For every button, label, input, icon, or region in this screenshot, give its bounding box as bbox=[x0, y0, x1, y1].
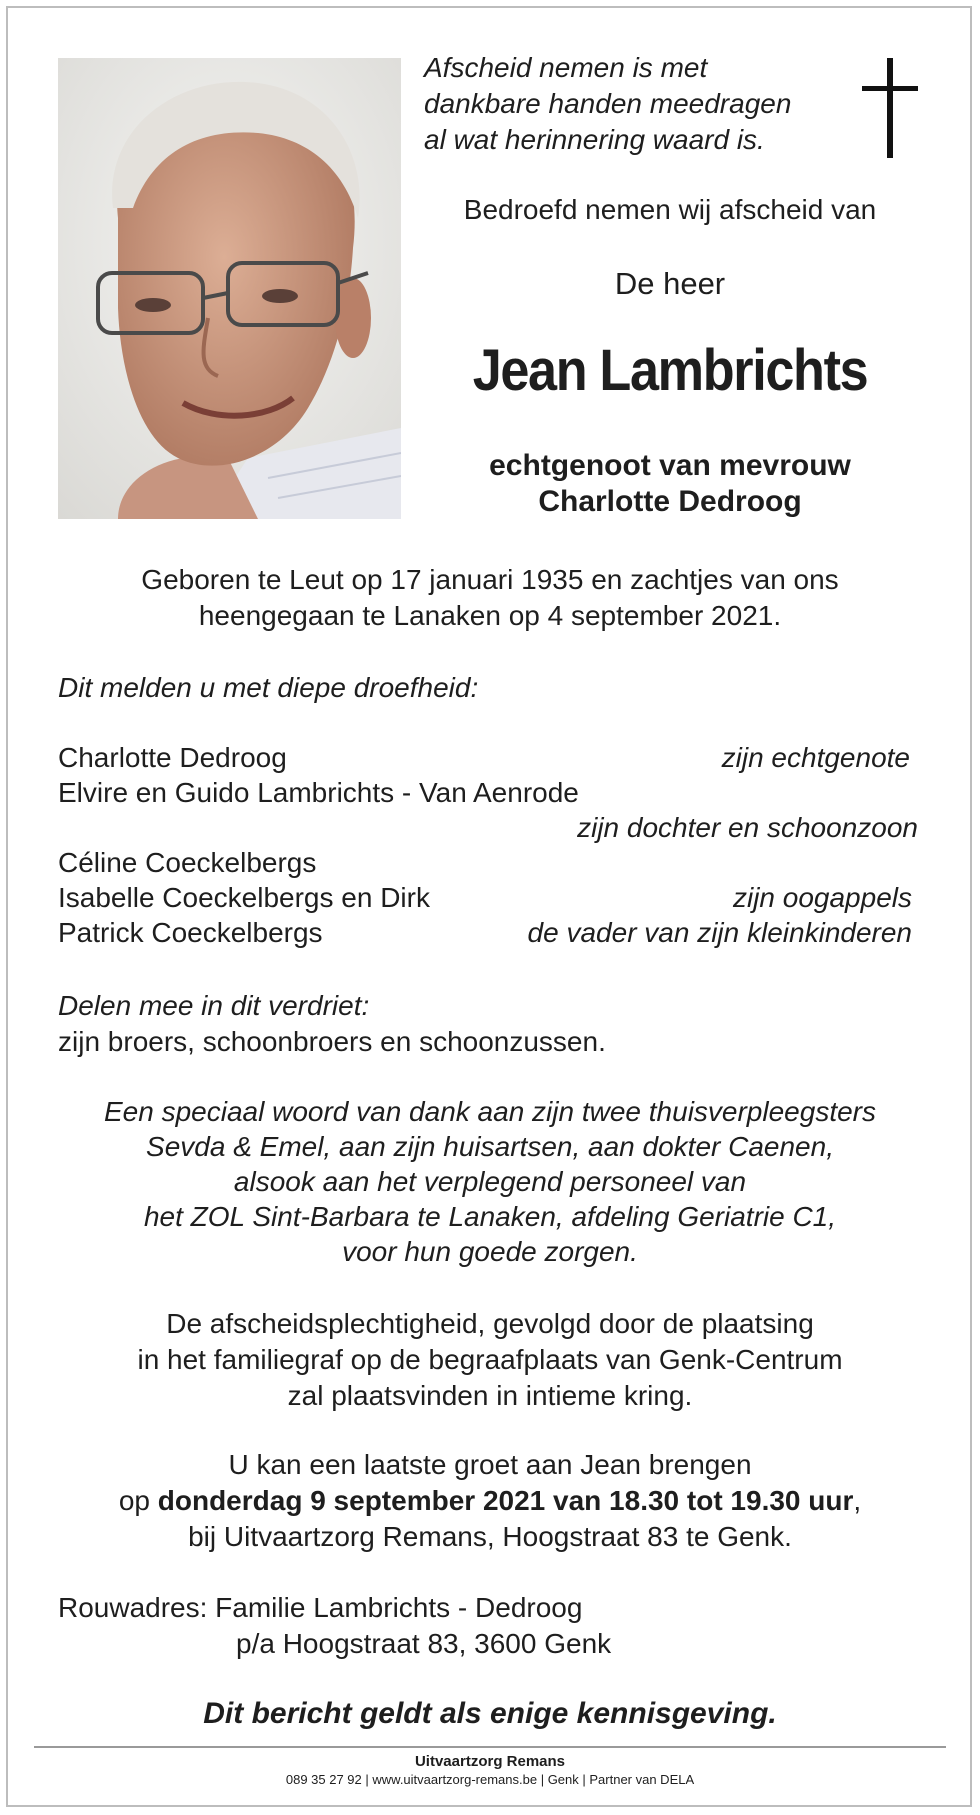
birth-line: Geboren te Leut op 17 januari 1935 en zachtjes van ons bbox=[141, 564, 839, 595]
family-row bbox=[58, 845, 918, 880]
birth-death-details bbox=[40, 562, 940, 634]
thanks-section bbox=[40, 1094, 940, 1269]
visitation-date: donderdag 9 september 2021 van 18.30 tot 19.30 uur bbox=[157, 1485, 854, 1516]
family-member-relation: de vader van zijn kleinkinderen bbox=[527, 917, 912, 948]
spouse-info bbox=[410, 448, 930, 520]
honorific-title: De heer bbox=[614, 266, 726, 301]
poem-line: Afscheid nemen is met bbox=[424, 52, 708, 83]
thanks-line: Een speciaal woord van dank aan zijn twee thuisverpleegsters bbox=[103, 1096, 876, 1127]
cross-icon bbox=[862, 58, 918, 158]
sharing-heading: Delen mee in dit verdriet: bbox=[58, 990, 370, 1021]
visitation-prefix: op bbox=[118, 1485, 158, 1516]
family-row bbox=[58, 775, 918, 810]
family-member-relation: zijn dochter en schoonzoon bbox=[577, 812, 918, 843]
portrait-photo bbox=[58, 58, 401, 519]
family-member-relation: zijn oogappels bbox=[732, 882, 912, 913]
visitation-line: U kan een laatste groet aan Jean brengen bbox=[228, 1449, 752, 1480]
family-member-name: Patrick Coeckelbergs bbox=[58, 917, 323, 948]
memorial-poem bbox=[424, 50, 844, 158]
footer-divider bbox=[34, 1746, 946, 1748]
sharing-section bbox=[58, 988, 606, 1060]
deceased-name: Jean Lambrichts bbox=[472, 338, 868, 403]
announcement-lead: Bedroefd nemen wij afscheid van bbox=[463, 194, 877, 225]
ceremony-section bbox=[40, 1306, 940, 1414]
address-line: p/a Hoogstraat 83, 3600 Genk bbox=[236, 1628, 612, 1659]
family-member-relation: zijn echtgenote bbox=[721, 742, 910, 773]
visitation-datetime bbox=[20, 1483, 960, 1519]
spouse-name: Charlotte Dedroog bbox=[538, 485, 802, 518]
ceremony-line: zal plaatsvinden in intieme kring. bbox=[287, 1380, 693, 1411]
thanks-line: alsook aan het verplegend personeel van bbox=[233, 1166, 747, 1197]
notice-statement: Dit bericht geldt als enige kennisgeving. bbox=[203, 1697, 777, 1730]
family-member-name: Isabelle Coeckelbergs en Dirk bbox=[58, 882, 430, 913]
sharing-text: zijn broers, schoonbroers en schoonzussen. bbox=[58, 1026, 606, 1057]
mourning-address bbox=[58, 1590, 611, 1662]
family-intro: Dit melden u met diepe droefheid: bbox=[58, 672, 479, 703]
family-row bbox=[58, 915, 918, 950]
thanks-line: voor hun goede zorgen. bbox=[342, 1236, 638, 1267]
funeral-home-name: Uitvaartzorg Remans bbox=[414, 1753, 566, 1770]
thanks-line: het ZOL Sint-Barbara te Lanaken, afdeling Geriatrie C1, bbox=[143, 1201, 837, 1232]
family-row bbox=[58, 740, 918, 775]
spouse-line: echtgenoot van mevrouw bbox=[489, 449, 851, 482]
portrait-image bbox=[58, 58, 401, 519]
visitation-suffix: , bbox=[853, 1485, 862, 1516]
family-row bbox=[58, 810, 918, 845]
poem-line: al wat herinnering waard is. bbox=[424, 124, 765, 155]
thanks-line: Sevda & Emel, aan zijn huisartsen, aan dokter Caenen, bbox=[146, 1131, 834, 1162]
family-member-name: Elvire en Guido Lambrichts - Van Aenrode bbox=[58, 777, 579, 808]
family-member-name: Céline Coeckelbergs bbox=[58, 847, 317, 878]
ceremony-line: De afscheidsplechtigheid, gevolgd door de plaatsing bbox=[166, 1308, 814, 1339]
death-line: heengegaan te Lanaken op 4 september 2021. bbox=[198, 600, 782, 631]
poem-line: dankbare handen meedragen bbox=[424, 88, 792, 119]
visitation-section bbox=[20, 1447, 960, 1555]
family-member-name: Charlotte Dedroog bbox=[58, 742, 287, 773]
address-line: Rouwadres: Familie Lambrichts - Dedroog bbox=[58, 1592, 583, 1623]
funeral-home-contact: 089 35 27 92 | www.uitvaartzorg-remans.be | Genk | Partner van DELA bbox=[285, 1772, 695, 1787]
family-row bbox=[58, 880, 918, 915]
visitation-location: bij Uitvaartzorg Remans, Hoogstraat 83 te Genk. bbox=[188, 1521, 792, 1552]
family-list bbox=[58, 740, 918, 950]
ceremony-line: in het familiegraf op de begraafplaats van Genk-Centrum bbox=[137, 1344, 843, 1375]
footer bbox=[40, 1752, 940, 1789]
